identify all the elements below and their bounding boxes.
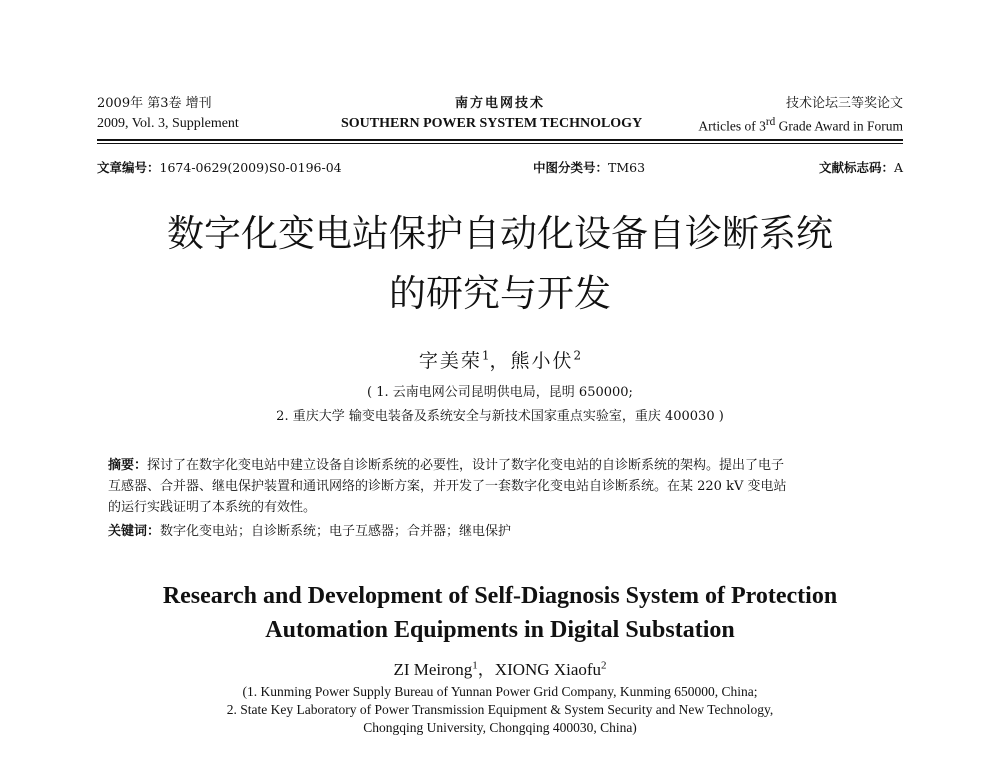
article-number-value: 1674-0629(2009)S0-0196-04 bbox=[159, 160, 342, 175]
author-1-en: ZI Meirong bbox=[393, 660, 473, 679]
author-sep-en: ， bbox=[477, 660, 495, 679]
affiliation-en-1: (1. Kunming Power Supply Bureau of Yunnan Power Grid Company, Kunming 650000, China; bbox=[242, 684, 758, 699]
section-en-suffix: Grade Award in Forum bbox=[775, 118, 903, 134]
running-header-cn bbox=[97, 92, 903, 110]
affiliation-cn-1: ( 1. 云南电网公司昆明供电局，昆明 650000; bbox=[367, 385, 633, 400]
running-header-en bbox=[97, 116, 903, 134]
affiliation-en-2: 2. State Key Laboratory of Power Transmission Equipment & System Security and New Technology, bbox=[226, 702, 774, 717]
keywords-line bbox=[108, 521, 904, 542]
author-sep-cn: ， bbox=[489, 350, 511, 372]
affiliation-cn-2: 2. 重庆大学 输变电装备及系统安全与新技术国家重点实验室，重庆 400030 ) bbox=[276, 409, 724, 424]
abstract-line-3: 的运行实践证明了本系统的有效性。 bbox=[108, 500, 317, 515]
clc-value: TM63 bbox=[608, 160, 646, 175]
keywords-label: 关键词： bbox=[108, 524, 161, 539]
title-cn-line1: 数字化变电站保护自动化设备自诊断系统 bbox=[167, 212, 833, 255]
author-1-en-sup: 1 bbox=[472, 659, 478, 672]
journal-name-en: SOUTHERN POWER SYSTEM TECHNOLOGY bbox=[341, 116, 643, 131]
author-2-cn-sup: 2 bbox=[573, 348, 582, 363]
abstract-label: 摘要： bbox=[108, 458, 148, 473]
section-en-prefix: Articles of 3 bbox=[698, 118, 766, 134]
article-metadata bbox=[97, 158, 903, 176]
section-cn: 技术论坛三等奖论文 bbox=[785, 96, 903, 111]
clc-number bbox=[533, 158, 645, 176]
title-en-line2: Automation Equipments in Digital Substation bbox=[265, 617, 735, 643]
document-code bbox=[819, 158, 903, 176]
keywords-text: 数字化变电站；自诊断系统；电子互感器；合并器；继电保护 bbox=[160, 524, 512, 539]
article-number-label: 文章编号： bbox=[97, 160, 160, 175]
document-code-value: A bbox=[893, 160, 903, 175]
section-en bbox=[698, 116, 903, 135]
abstract-line-1 bbox=[108, 455, 904, 476]
affiliation-en-3: Chongqing University, Chongqing 400030, China) bbox=[363, 720, 637, 735]
header-rule-thick bbox=[97, 139, 903, 141]
section-en-sup: rd bbox=[765, 116, 776, 128]
clc-label: 中图分类号： bbox=[533, 160, 609, 175]
issue-en: 2009, Vol. 3, Supplement bbox=[97, 116, 239, 131]
author-2-en: XIONG Xiaofu bbox=[494, 660, 602, 679]
document-code-label: 文献标志码： bbox=[818, 160, 894, 175]
author-1-cn: 字美荣 bbox=[418, 350, 482, 372]
authors-en bbox=[0, 655, 1000, 680]
issue-cn: 2009年 第3卷 增刊 bbox=[97, 96, 212, 111]
header-rule-thin bbox=[97, 143, 903, 144]
abstract-line-2: 互感器、合并器、继电保护装置和通讯网络的诊断方案，并开发了一套数字化变电站自诊断系统。在某 220 kV 变电站 bbox=[108, 479, 787, 494]
abstract-text-1: 探讨了在数字化变电站中建立设备自诊断系统的必要性，设计了数字化变电站的自诊断系统的架构。提出了电子 bbox=[147, 458, 785, 473]
title-cn-line2: 的研究与开发 bbox=[389, 272, 611, 315]
author-1-cn-sup: 1 bbox=[481, 348, 490, 363]
title-en-line1: Research and Development of Self-Diagnosis System of Protection bbox=[162, 583, 838, 609]
journal-name-cn: 南方电网技术 bbox=[454, 96, 545, 111]
author-2-en-sup: 2 bbox=[601, 659, 607, 672]
article-number bbox=[97, 158, 342, 176]
authors-cn bbox=[0, 346, 1000, 373]
author-2-cn: 熊小伏 bbox=[510, 350, 574, 372]
